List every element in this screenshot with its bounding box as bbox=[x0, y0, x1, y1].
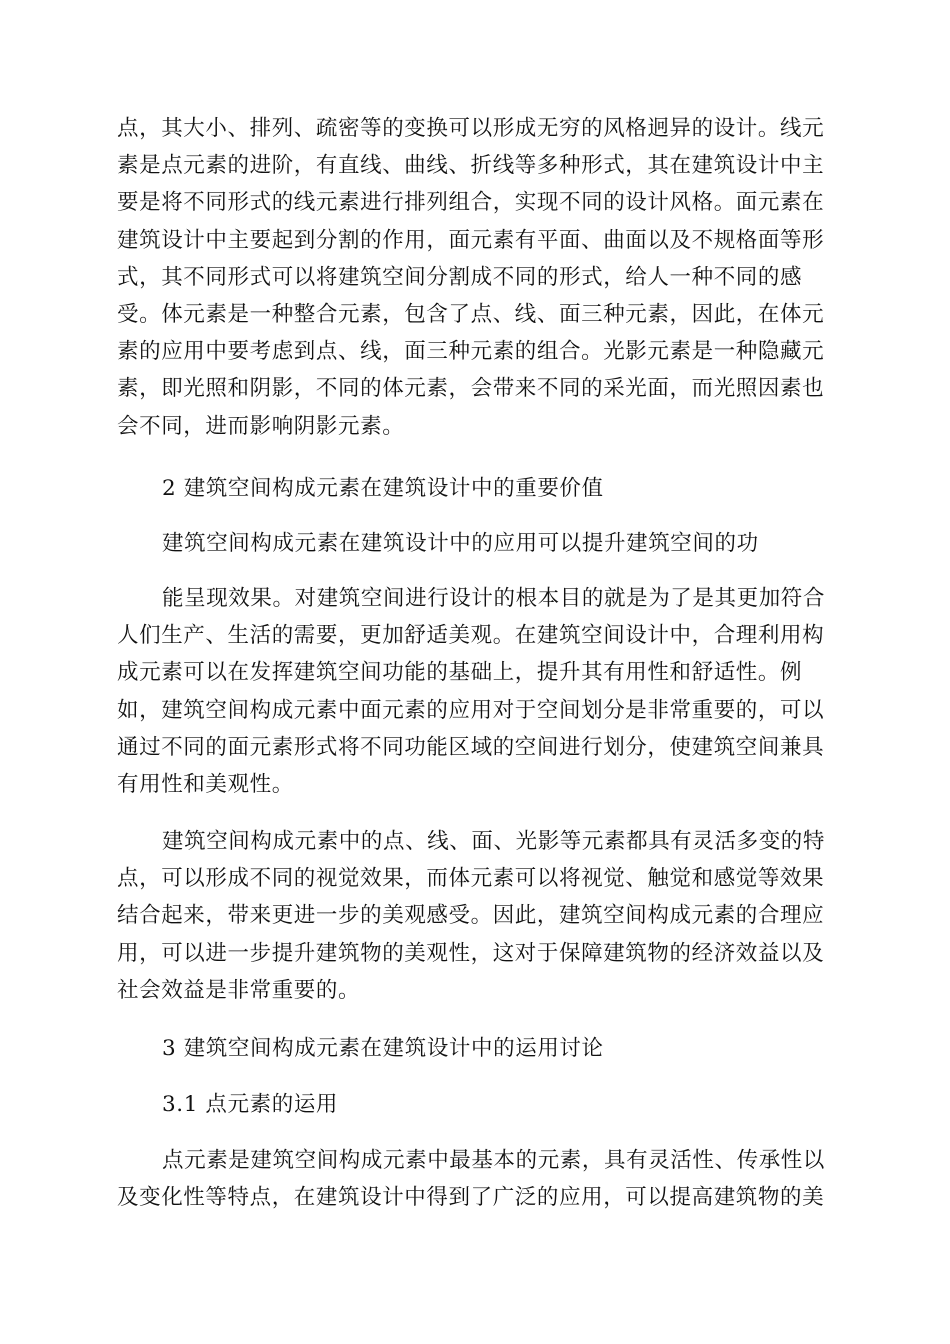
paragraph-line: 能呈现效果。对建筑空间进行设计的根本目的就是为了是其更加符合 bbox=[162, 586, 826, 611]
paragraph-line: 有用性和美观性。 bbox=[117, 771, 294, 797]
paragraph-line: 如，建筑空间构成元素中面元素的应用对于空间划分是非常重要的，可以 bbox=[117, 697, 825, 723]
paragraph-1 bbox=[117, 110, 837, 445]
paragraph-line: 点，其大小、排列、疏密等的变换可以形成无穷的风格迥异的设计。线元 bbox=[117, 116, 825, 141]
paragraph-line: 素是点元素的进阶，有直线、曲线、折线等多种形式，其在建筑设计中主 bbox=[117, 153, 825, 179]
paragraph-line: 建筑空间构成元素中的点、线、面、光影等元素都具有灵活多变的特 bbox=[162, 829, 826, 854]
subsection-heading-3-1 bbox=[117, 1086, 882, 1123]
paragraph-line: 建筑设计中主要起到分割的作用，面元素有平面、曲面以及不规格面等形 bbox=[117, 227, 825, 253]
paragraph-5 bbox=[117, 1142, 837, 1216]
paragraph-line: 会不同，进而影响阴影元素。 bbox=[117, 413, 405, 439]
paragraph-line: 素，即光照和阴影，不同的体元素，会带来不同的采光面，而光照因素也 bbox=[117, 376, 825, 402]
paragraph-line: 点，可以形成不同的视觉效果，而体元素可以将视觉、触觉和感觉等效果 bbox=[117, 866, 825, 892]
paragraph-line: 要是将不同形式的线元素进行排列组合，实现不同的设计风格。面元素在 bbox=[117, 190, 825, 216]
paragraph-line: 式，其不同形式可以将建筑空间分割成不同的形式，给人一种不同的感 bbox=[117, 264, 803, 290]
section-heading-3 bbox=[117, 1030, 882, 1067]
paragraph-line: 成元素可以在发挥建筑空间功能的基础上，提升其有用性和舒适性。例 bbox=[117, 660, 803, 686]
heading-text: 3.1 点元素的运用 bbox=[162, 1092, 339, 1117]
section-heading-2 bbox=[117, 470, 882, 507]
paragraph-line: 及变化性等特点，在建筑设计中得到了广泛的应用，可以提高建筑物的美 bbox=[117, 1185, 825, 1211]
paragraph-line: 建筑空间构成元素在建筑设计中的应用可以提升建筑空间的功 bbox=[162, 531, 759, 556]
paragraph-line: 素的应用中要考虑到点、线，面三种元素的组合。光影元素是一种隐藏元 bbox=[117, 339, 825, 365]
paragraph-line: 人们生产、生活的需要，更加舒适美观。在建筑空间设计中，合理利用构 bbox=[117, 623, 825, 649]
paragraph-3 bbox=[117, 580, 837, 803]
paragraph-line: 受。体元素是一种整合元素，包含了点、线、面三种元素，因此，在体元 bbox=[117, 301, 825, 327]
paragraph-line: 用，可以进一步提升建筑物的美观性，这对于保障建筑物的经济效益以及 bbox=[117, 940, 825, 966]
paragraph-line: 点元素是建筑空间构成元素中最基本的元素，具有灵活性、传承性以 bbox=[162, 1148, 826, 1173]
paragraph-4 bbox=[117, 823, 837, 1009]
paragraph-2-lead bbox=[117, 525, 882, 562]
paragraph-line: 社会效益是非常重要的。 bbox=[117, 977, 361, 1003]
paragraph-line: 结合起来，带来更进一步的美观感受。因此，建筑空间构成元素的合理应 bbox=[117, 903, 825, 929]
heading-text: 2 建筑空间构成元素在建筑设计中的重要价值 bbox=[162, 476, 604, 501]
heading-text: 3 建筑空间构成元素在建筑设计中的运用讨论 bbox=[162, 1036, 604, 1061]
paragraph-line: 通过不同的面元素形式将不同功能区域的空间进行划分，使建筑空间兼具 bbox=[117, 734, 825, 760]
